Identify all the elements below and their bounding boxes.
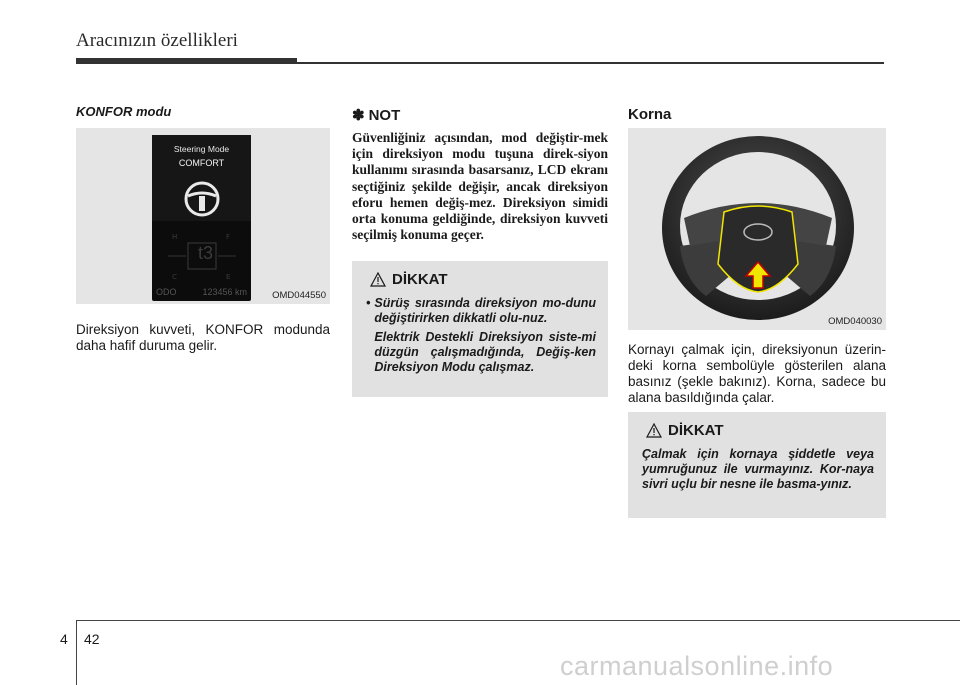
note-symbol-icon: ✽ bbox=[352, 107, 365, 124]
figure-code: OMD044550 bbox=[272, 290, 326, 301]
right-column bbox=[628, 100, 886, 123]
note-heading-label: NOT bbox=[368, 106, 401, 124]
konfor-subheading: KONFOR modu bbox=[76, 104, 172, 119]
header-rule-thick bbox=[76, 58, 297, 64]
warning-triangle-icon bbox=[646, 423, 662, 438]
chapter-number: 4 bbox=[60, 631, 68, 647]
konfor-paragraph: Direksiyon kuvveti, KONFOR modunda daha hafif duruma gelir. bbox=[76, 322, 330, 353]
footer-rule bbox=[76, 620, 960, 621]
middle-column bbox=[352, 100, 608, 243]
lcd-odo-value: 123456 km bbox=[202, 287, 247, 297]
lcd-display bbox=[152, 135, 251, 301]
page-header-title: Aracınızın özellikleri bbox=[76, 30, 238, 51]
caution-heading: DİKKAT bbox=[392, 271, 448, 288]
steering-mode-figure bbox=[76, 128, 330, 304]
caution-box-steering bbox=[352, 261, 608, 397]
caution-box-horn bbox=[628, 412, 886, 518]
caution-text-1: Sürüş sırasında direksiyon mo-dunu değiştirirken dikkatli olu-nuz. bbox=[374, 296, 596, 325]
page-number: 42 bbox=[84, 631, 100, 647]
left-column bbox=[76, 100, 330, 119]
warning-triangle-icon bbox=[370, 272, 386, 287]
caution-bullet: • bbox=[366, 296, 371, 310]
svg-text:C: C bbox=[172, 273, 177, 281]
lcd-center-text: t3 bbox=[198, 243, 214, 263]
svg-text:E: E bbox=[226, 273, 231, 281]
horn-steering-wheel-icon bbox=[628, 128, 886, 330]
caution-heading: DİKKAT bbox=[668, 422, 724, 439]
lcd-odo-label: ODO bbox=[156, 287, 177, 297]
korna-paragraph: Kornayı çalmak için, direksiyonun üzerin-deki korna sembolüyle gösterilen alana basınız (şekle bakınız). Korna, sadece bu alana basıldığında çalar. bbox=[628, 342, 886, 405]
footer-divider bbox=[76, 620, 77, 685]
steering-wheel-figure bbox=[628, 128, 886, 330]
steering-wheel-icon bbox=[182, 179, 222, 219]
lcd-mode: COMFORT bbox=[178, 158, 225, 168]
svg-text:H: H bbox=[172, 233, 178, 241]
figure-code: OMD040030 bbox=[828, 316, 882, 327]
lcd-title: Steering Mode bbox=[173, 144, 230, 154]
korna-heading: Korna bbox=[628, 106, 672, 123]
watermark: carmanualsonline.info bbox=[560, 651, 834, 681]
caution-text-2: Elektrik Destekli Direksiyon siste-mi düzgün çalışmadığında, Değiş-ken Direksiyon Modu çalışmaz. bbox=[374, 330, 596, 374]
header-rule-thin bbox=[297, 62, 884, 64]
caution-text: Çalmak için kornaya şiddetle veya yumruğunuz ile vurmayınız. Kor-naya sivri uçlu bir nesne ile basma-yınız. bbox=[642, 447, 874, 491]
note-text: Güvenliğiniz açısından, mod değiştir-mek için direksiyon modu tuşuna direk-siyon kullanımı sırasında basarsanız, LCD ekranı seçtiğiniz şekilde değişir, ancak direksiyon eforu hemen değiş-mez. Direksiyon simidi orta konuma geldiğinde, direksiyon kuvveti seçilmiş konuma geçer. bbox=[352, 130, 608, 243]
note-heading bbox=[352, 106, 608, 124]
svg-text:F: F bbox=[226, 233, 231, 241]
